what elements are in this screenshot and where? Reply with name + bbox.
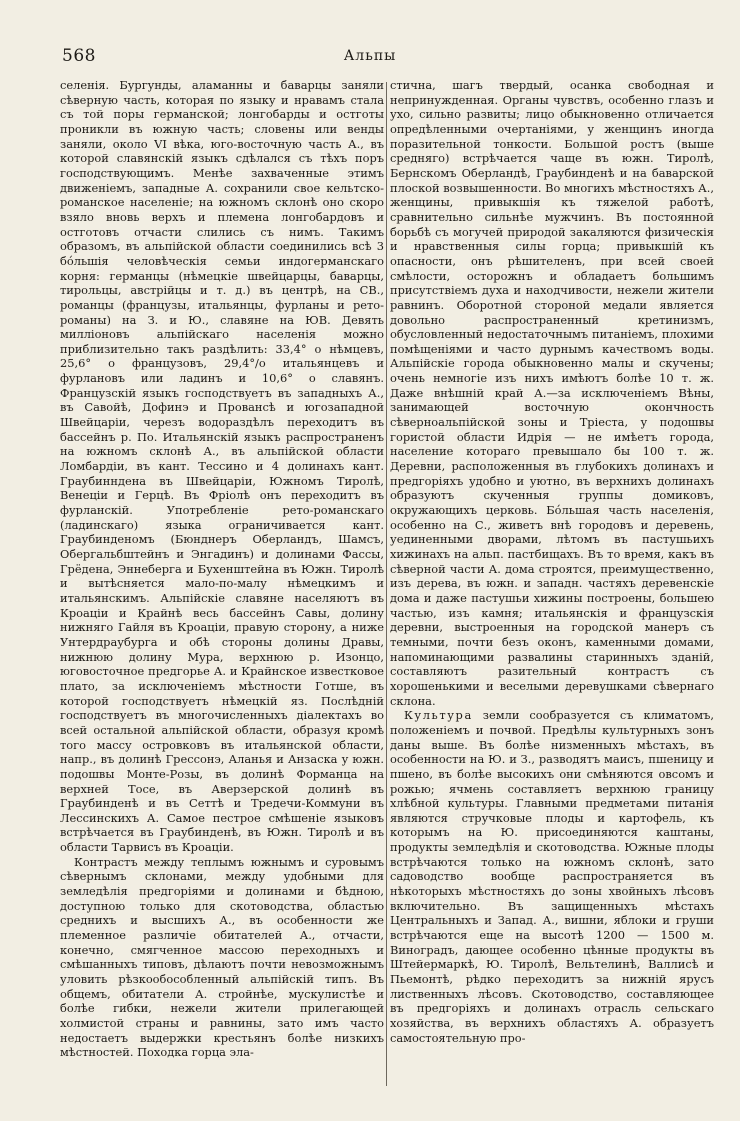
culture-text: земли сообразуется съ климатомъ, положеніемъ и почвой. Предѣлы культурныхъ зонъ даны выше. Въ болѣе низменныхъ мѣстахъ, въ особенности на Ю. и З., разводятъ маисъ, пшеницу и пшено, въ болѣе высокихъ они смѣняются овсомъ и рожью; ячмень составляетъ верхнюю границу хлѣбной культуры. Главными предметами питанія являются стручковые плоды и картофель, къ которымъ на Ю. присоединяются каштаны, продукты земледѣлія и скотоводства. Южные плоды встрѣчаются только на южномъ склонѣ, зато садоводство вообще распространяется въ нѣкоторыхъ мѣстностяхъ до зоны хвойныхъ лѣсовъ включительно. Въ защищенныхъ мѣстахъ Центральныхъ и Запад. А., вишни, яблоки и груши встрѣчаются еще на высотѣ 1200 — 1500 м. Виноградъ, дающее особенно цѣнные продукты въ Штейермаркѣ, Ю. Тиролѣ, Вельтелинѣ, Валлисѣ и Пьемонтѣ, рѣдко переходитъ за нижній ярусъ лиственныхъ лѣсовъ. Скотоводство, составляющее въ предгоріяхъ и долинахъ отрасль сельскаго хозяйства, въ верхнихъ областяхъ А. образуетъ самостоятельную про- bbox=[390, 708, 714, 1045]
paragraph-culture bbox=[390, 708, 714, 1045]
page-header bbox=[60, 46, 680, 70]
paragraph-languages: селенія. Бургунды, аламанны и баварцы заняли сѣверную часть, которая по языку и нравамъ стала съ той поры германской; лонгобарды и остготы проникли въ южную часть; словены или венды заняли, около VI вѣка, юго-восточную часть А., въ которой славянскій языкъ сдѣлался съ тѣхъ поръ господствующимъ. Менѣе захваченные этимъ движеніемъ, западные А. сохранили свое кельтско-романское населеніе; на южномъ склонѣ оно скоро взяло вновь верхъ и племена лонгобардовъ и остготовъ отчасти слились съ нимъ. Такимъ образомъ, въ альпійской области соединились всѣ 3 бóльшія человѣческія семьи индогерманскаго корня: германцы (нѣмецкіе швейцарцы, баварцы, тирольцы, австрійцы и т. д.) въ центрѣ, на СВ., романцы (французы, итальянцы, фурланы и рето-романы) на З. и Ю., славяне на ЮВ. Девять милліоновъ альпійскаго населенія можно приблизительно такъ раздѣлить: 33,4° о нѣмцевъ, 25,6° о французовъ, 29,4°/о итальянцевъ и фурлановъ или ладинъ и 10,6° о славянъ. Французскій языкъ господствуетъ въ западныхъ А., въ Савойѣ, Дофинэ и Провансѣ и югозападной Швейцаріи, черезъ водораздѣлъ переходитъ въ бассейнъ р. По. Итальянскій языкъ распространенъ на южномъ склонѣ А., въ альпійской области Ломбардіи, въ кант. Тессино и 4 долинахъ кант. Граубинндена въ Швейцаріи, Южномъ Тиролѣ, Венеціи и Герцѣ. Въ Фріолѣ онъ переходитъ въ фурланскій. Употребленіе рето-романскаго (ладинскаго) языка ограничивается кант. Граубинденомъ (Бюнднеръ Оберландъ, Шамсъ, Обергальбштейнъ и Энгадинъ) и долинами Фассы, Грёдена, Эннеберга и Бухенштейна въ Южн. Тиролѣ и вытѣсняется мало-по-малу нѣмецкимъ и итальянскимъ. Альпійскіе славяне населяютъ въ Кроаціи и Крайнѣ весь бассейнъ Савы, долину нижняго Гайля въ Кроаціи, правую сторону, а ниже Унтердраубурга и обѣ стороны долины Дравы, нижнюю долину Мура, верхнюю р. Изонцо, юговосточное предгорье А. и Крайнское известковое плато, за исключеніемъ мѣстности Готше, въ которой господствуетъ нѣмецкій яз. Послѣдній господствуетъ въ многочисленныхъ діалектахъ во всей остальной альпійской области, образуя кромѣ того массу островковъ въ итальянской области, напр., въ долинѣ Грессонэ, Аланья и Анзаска у южн. подошвы Монте-Розы, въ долинѣ Форманца на верхней Тосе, въ Аверзерской долинѣ въ Граубинденѣ и въ Сеттѣ и Тредечи-Коммуни въ Лессинскихъ А. Самое пестрое смѣшеніе языковъ встрѣчается въ Граубинденѣ, въ Южн. Тиролѣ и въ области Тарвисъ въ Кроаціи. bbox=[60, 78, 384, 855]
left-column bbox=[60, 78, 384, 1090]
column-divider bbox=[386, 82, 387, 1086]
page-number: 568 bbox=[62, 46, 96, 66]
running-title: Альпы bbox=[343, 48, 397, 64]
culture-heading: Культура bbox=[404, 708, 473, 723]
paragraph-population: стична, шагъ твердый, осанка свободная и непринужденная. Органы чувствъ, особенно глазъ и ухо, сильно развиты; лицо обыкновенно отличается опредѣленными очертаніями, у женщинъ иногда поразительной тонкости. Большой ростъ (выше средняго) встрѣчается чаще въ южн. Тиролѣ, Бернскомъ Оберландѣ, Граубинденѣ и на баварской плоской возвышенности. Во многихъ мѣстностяхъ А., женщины, привыкшія къ тяжелой работѣ, сравнительно сильнѣе мужчинъ. Въ постоянной борьбѣ съ могучей природой закаляются физическія и нравственныя силы горца; привыкшій къ опасности, онъ рѣшителенъ, при всей своей смѣлости, осторожнъ и обладаетъ большимъ присутствіемъ духа и находчивости, нежели жители равнинъ. Оборотной стороной медали является довольно распространенный кретинизмъ, обусловленный недостаточнымъ питаніемъ, плохими помѣщеніями и часто дурнымъ качествомъ воды. Альпійскіе города обыкновенно малы и скучены; очень немногіе изъ нихъ имѣютъ болѣе 10 т. ж. Даже внѣшній край А.—за исключеніемъ Вѣны, занимающей восточную окончность сѣверноальпійской зоны и Тріеста, у подошвы гористой области Идрія — не имѣетъ города, население котораго превышало бы 100 т. ж. Деревни, расположенныя въ глубокихъ долинахъ и предгоріяхъ удобно и уютно, въ верхнихъ долинахъ образуютъ скученныя группы домиковъ, окружающихъ церковь. Бóльшая часть населенія, особенно на С., живетъ внѣ городовъ и деревень, уединенными дворами, лѣтомъ въ пастушьихъ хижинахъ на альп. пастбищахъ. Въ то время, какъ въ сѣверной части А. дома строятся, преимущественно, изъ дерева, въ южн. и западн. частяхъ деревенскіе дома и даже пастушьи хижины построены, большею частью, изъ камня; итальянскія и французскія деревни, выстроенныя на городской манеръ съ темными, почти безъ оконъ, каменными домами, напоминающими развалины старинныхъ зданій, составляютъ разительный контрастъ съ хорошенькими и веселыми деревушками сѣвернаго склона. bbox=[390, 78, 714, 708]
right-column bbox=[390, 78, 714, 1090]
paragraph-contrast: Контрастъ между теплымъ южнымъ и суровымъ сѣвернымъ склонами, между удобными для земледѣлія предгоріями и долинами и бѣдною, доступною только для скотоводства, областью среднихъ и высшихъ А., въ особенности же племенное различіе обитателей А., отчасти, конечно, смягченное массою переходныхъ и смѣшанныхъ типовъ, дѣлаютъ почти невозможнымъ уловить рѣзкообособленный альпійскій типъ. Въ общемъ, обитатели А. стройнѣе, мускулистѣе и болѣе гибки, нежели жители прилегающей холмистой страны и равнины, зато имъ часто недостаетъ выдержки крестьянъ болѣе низкихъ мѣстностей. Походка горца эла- bbox=[60, 854, 384, 1060]
